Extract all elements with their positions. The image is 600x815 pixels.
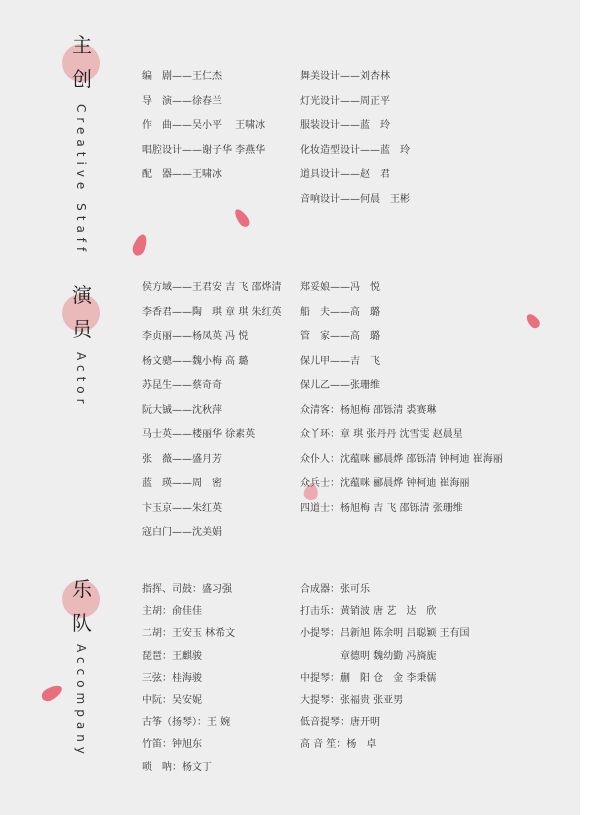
credit-line: 古筝（扬琴）：王 婉 xyxy=(142,717,231,729)
title-char: 主 xyxy=(72,33,92,57)
petal-decoration xyxy=(232,207,252,229)
credit-line: 三弦：桂海骏 xyxy=(142,672,202,684)
credit-line: 编 剧——王仁杰 xyxy=(142,71,222,82)
credit-line: 李贞丽——杨凤英 冯 悦 xyxy=(142,331,249,342)
credit-line: 琵琶：王麒骏 xyxy=(142,650,202,662)
credit-line: 合成器：张可乐 xyxy=(300,584,370,595)
credit-line: 小提琴：吕新旭 陈余明 吕聪颖 王有国 xyxy=(300,628,470,640)
credit-line: 音响设计——何晨 王彬 xyxy=(300,193,410,205)
section-title-cn xyxy=(70,28,94,96)
credit-line: 卞玉京——朱红英 xyxy=(142,502,222,514)
title-char: 创 xyxy=(72,67,92,91)
credit-line: 打击乐：黄销波 唐 艺 达 欣 xyxy=(300,606,437,618)
credit-line: 蓝 瑛——周 密 xyxy=(142,478,222,489)
credit-line: 张 薇——盛月芳 xyxy=(142,453,222,465)
credit-line: 竹笛：钟旭东 xyxy=(142,739,202,751)
credit-line: 道具设计——赵 君 xyxy=(300,169,390,180)
credit-line: 灯光设计——周正平 xyxy=(300,95,390,107)
credit-line: 大提琴：张福贵 张亚男 xyxy=(300,694,404,706)
credit-line: 侯方域——王君安 吉 飞 邵烨清 xyxy=(142,282,282,293)
credit-line: 中阮：吴安妮 xyxy=(142,694,202,706)
band-left-column xyxy=(142,579,235,779)
section-title-cn xyxy=(70,278,94,346)
actor-left-column xyxy=(142,276,282,546)
credit-line: 管 家——高 璐 xyxy=(300,331,380,342)
credit-line: 作 曲——吴小平 王啸冰 xyxy=(142,120,266,131)
credit-line: 众兵士：沈蕴咪 郦晨烨 钟柯迪 崔海丽 xyxy=(300,478,470,489)
credit-line: 马士英——楼丽华 徐素英 xyxy=(142,429,256,440)
petal-decoration xyxy=(39,682,64,703)
creative-left-column xyxy=(142,65,265,188)
credit-line: 化妆造型设计——蓝 玲 xyxy=(300,144,410,156)
credit-line: 四道士：杨旭梅 吉 飞 邵铄清 张珊维 xyxy=(300,502,463,514)
credit-line: 保儿甲——吉 飞 xyxy=(300,355,380,367)
credit-line: 中提琴：蒯 阳 仓 金 李秉儒 xyxy=(300,672,437,684)
petal-decoration xyxy=(131,233,150,258)
credit-line: 众丫环：章 琪 张丹丹 沈雪雯 赵晨星 xyxy=(300,429,463,440)
credit-line: 配 器——王啸冰 xyxy=(142,169,222,180)
credit-line: 唱腔设计——谢子华 李燕华 xyxy=(142,144,266,156)
credit-line: 寇白门——沈美娟 xyxy=(142,527,222,538)
credit-line: 众仆人：沈蕴咪 郦晨烨 邵铄清 钟柯迪 崔海丽 xyxy=(300,453,503,465)
section-title-en: Creative Staff xyxy=(74,104,88,257)
credit-line: 船 夫——高 璐 xyxy=(300,306,380,318)
section-title-cn xyxy=(70,572,94,640)
band-right-column xyxy=(300,579,470,757)
credit-line: 舞美设计——刘杏林 xyxy=(300,71,390,82)
credit-line: 保儿乙——张珊维 xyxy=(300,380,380,391)
creative-right-column xyxy=(300,65,410,212)
credit-line: 众清客：杨旭梅 邵铄清 裘赛琳 xyxy=(300,404,437,416)
credit-line: 导 演——徐春兰 xyxy=(142,95,222,107)
credit-line: 李香君——陶 琪 章 琪 朱红英 xyxy=(142,306,282,318)
title-char: 队 xyxy=(72,611,92,635)
title-char: 乐 xyxy=(72,577,92,601)
credit-line: 二胡：王安玉 林希文 xyxy=(142,628,236,640)
credit-line: 杨文骢——魏小梅 高 璐 xyxy=(142,355,249,367)
credit-line: 郑妥娘——冯 悦 xyxy=(300,282,380,293)
title-char: 员 xyxy=(72,317,92,341)
actor-right-column xyxy=(300,276,503,521)
credit-line: 章德明 魏幼勤 冯旖旎 xyxy=(300,650,437,662)
credit-line: 指挥、司鼓：盛习强 xyxy=(142,584,232,595)
credit-line: 苏昆生——蔡奇奇 xyxy=(142,380,222,391)
credit-line: 阮大铖——沈秋萍 xyxy=(142,404,222,416)
credit-line: 服装设计——蓝 玲 xyxy=(300,120,390,131)
credit-line: 主胡：俞佳佳 xyxy=(142,606,202,618)
section-title-en: Actor xyxy=(74,352,88,409)
credit-line: 唢 呐：杨文丁 xyxy=(142,761,212,773)
section-title-en: Accompany xyxy=(74,644,88,759)
petal-decoration xyxy=(524,312,542,331)
title-char: 演 xyxy=(72,283,92,307)
credit-line: 高 音 笙：杨 卓 xyxy=(300,739,377,751)
credit-line: 低音提琴：唐开明 xyxy=(300,717,380,729)
